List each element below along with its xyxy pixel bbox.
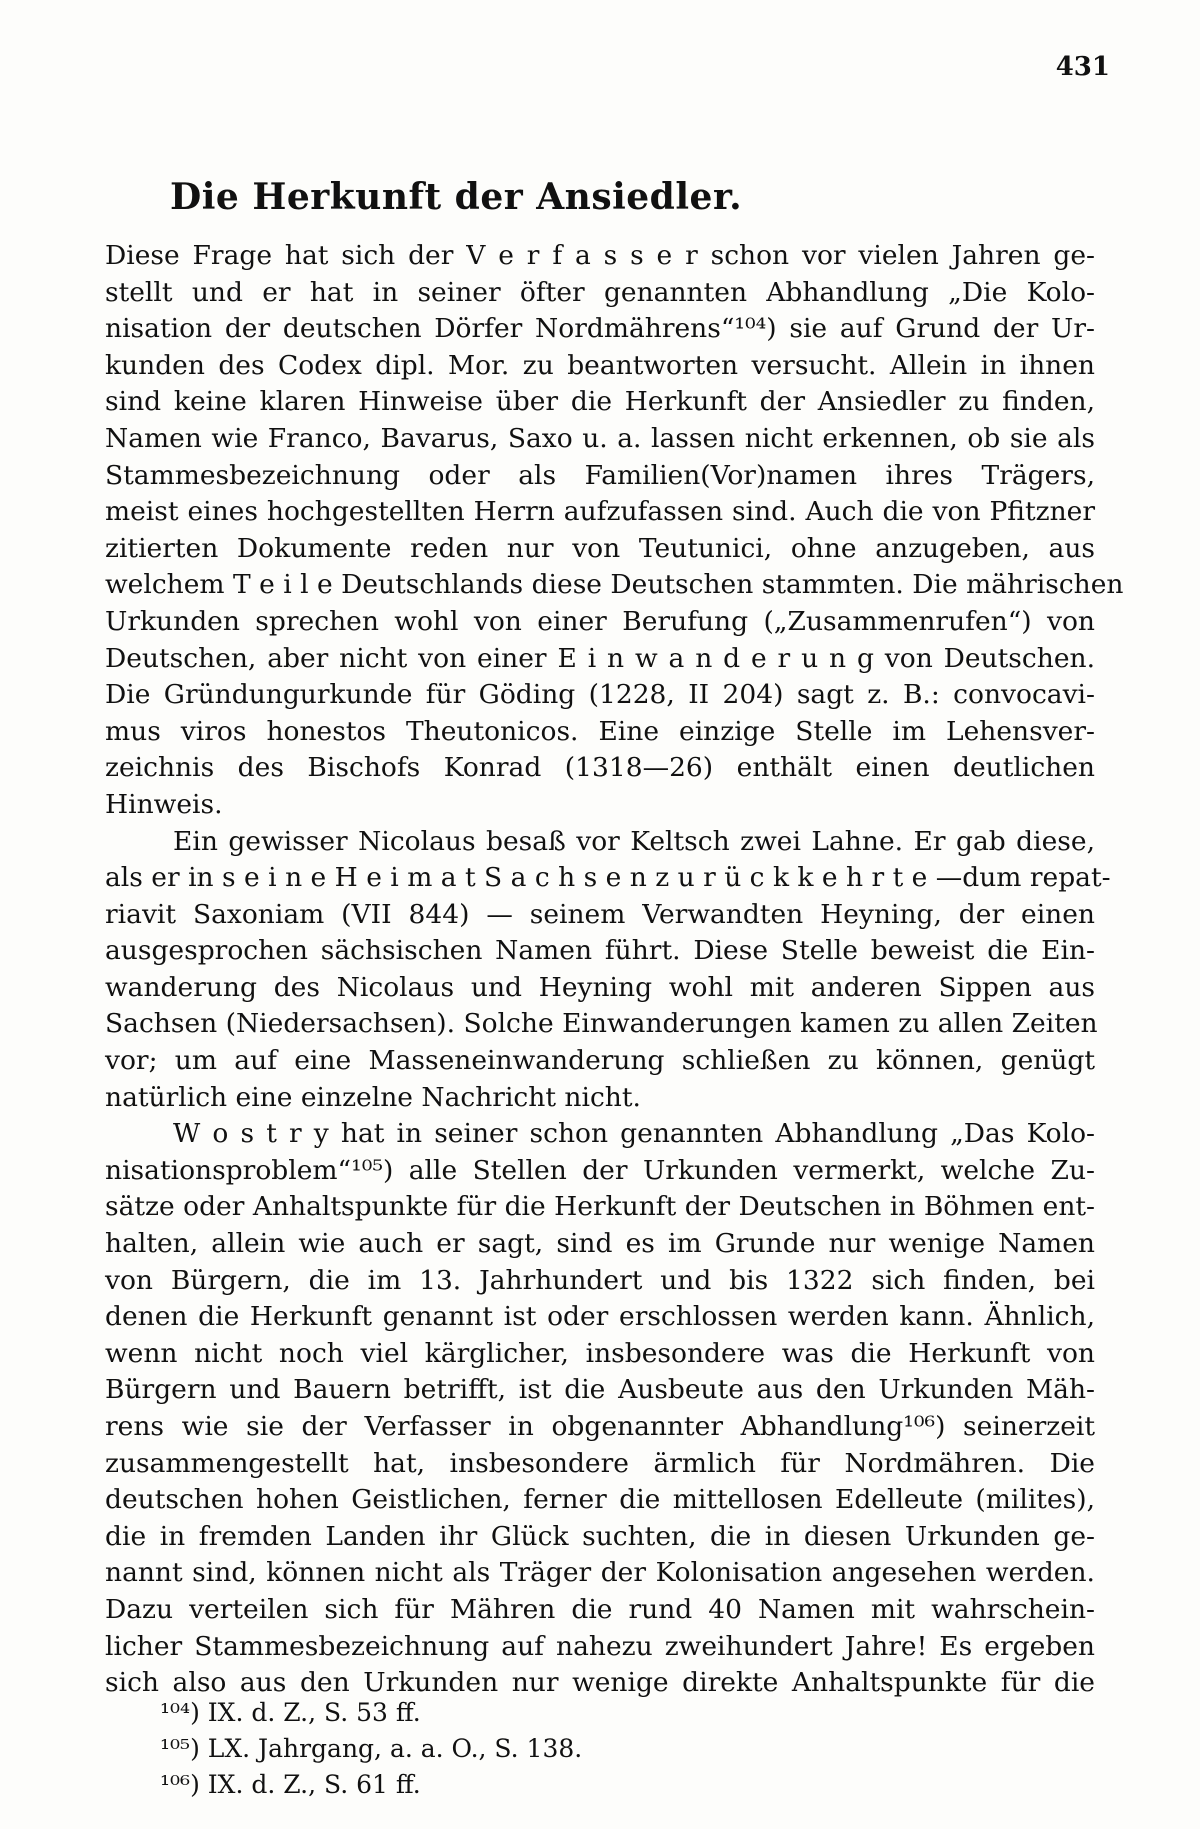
text-line: stellt und er hat in seiner öfter genannten Abhandlung „Die Kolo- [105, 276, 1095, 308]
text-line: Dazu verteilen sich für Mähren die rund 40 Namen mit wahrschein- [105, 1593, 1095, 1625]
text-line: nisation der deutschen Dörfer Nordmährens“¹⁰⁴) sie auf Grund der Ur- [105, 313, 1095, 345]
text-line: deutschen hohen Geistlichen, ferner die mittellosen Edelleute (milites), [105, 1484, 1095, 1516]
text-line: vor; um auf eine Masseneinwanderung schließen zu können, genügt [105, 1045, 1095, 1077]
text-line: wenn nicht noch viel kärglicher, insbesondere was die Herkunft von [105, 1337, 1095, 1369]
text-line: sich also aus den Urkunden nur wenige direkte Anhaltspunkte für die [105, 1667, 1095, 1699]
footnote-105: ¹⁰⁵) LX. Jahrgang, a. a. O., S. 138. [160, 1734, 583, 1763]
text-line: Deutschen, aber nicht von einer E i n w a n d e r u n g von Deutschen. [105, 642, 1095, 674]
text-line: nannt sind, können nicht als Träger der Kolonisation angesehen werden. [105, 1557, 1095, 1589]
text-line: die in fremden Landen ihr Glück suchten, die in diesen Urkunden ge- [105, 1520, 1095, 1552]
text-line: W o s t r y hat in seiner schon genannten Abhandlung „Das Kolo- [173, 1118, 1095, 1150]
text-line: zitierten Dokumente reden nur von Teutunici, ohne anzugeben, aus [105, 532, 1095, 564]
page-number: 431 [1055, 52, 1110, 82]
text-line: Namen wie Franco, Bavarus, Saxo u. a. lassen nicht erkennen, ob sie als [105, 422, 1095, 454]
footnotes [160, 1695, 860, 1803]
paragraph [105, 824, 1111, 1117]
text-line: welchem T e i l e Deutschlands diese Deutschen stammten. Die mährischen [105, 569, 1124, 601]
text-line: Bürgern und Bauern betrifft, ist die Ausbeute aus den Urkunden Mäh- [105, 1374, 1095, 1406]
footnote-106: ¹⁰⁶) IX. d. Z., S. 61 ff. [160, 1770, 421, 1799]
text-line: als er in s e i n e H e i m a t S a c h s e n z u r ü c k k e h r t e —dum repat- [105, 862, 1111, 894]
text-line: wanderung des Nicolaus und Heyning wohl mit anderen Sippen aus [105, 971, 1095, 1003]
text-line: nisationsproblem“¹⁰⁵) alle Stellen der Urkunden vermerkt, welche Zu- [105, 1154, 1095, 1186]
text-line: Sachsen (Niedersachsen). Solche Einwanderungen kamen zu allen Zeiten [105, 1008, 1098, 1040]
text-line: riavit Saxoniam (VII 844) — seinem Verwandten Heyning, der einen [105, 898, 1095, 930]
text-line: halten, allein wie auch er sagt, sind es im Grunde nur wenige Namen [105, 1228, 1095, 1260]
text-line: rens wie sie der Verfasser in obgenannter Abhandlung¹⁰⁶) seinerzeit [105, 1411, 1095, 1442]
text-line: sind keine klaren Hinweise über die Herkunft der Ansiedler zu finden, [105, 386, 1095, 418]
text-line: meist eines hochgestellten Herrn aufzufassen sind. Auch die von Pfitzner [105, 496, 1095, 528]
text-line: denen die Herkunft genannt ist oder erschlossen werden kann. Ähnlich, [105, 1301, 1095, 1333]
text-line: ausgesprochen sächsischen Namen führt. Diese Stelle beweist die Ein- [105, 935, 1095, 967]
text-line: Hinweis. [105, 788, 223, 820]
text-line: licher Stammesbezeichnung auf nahezu zweihundert Jahre! Es ergeben [105, 1630, 1095, 1662]
text-line: Urkunden sprechen wohl von einer Berufung („Zusammenrufen“) von [105, 605, 1095, 637]
text-line: Diese Frage hat sich der V e r f a s s e r schon vor vielen Jahren ge- [105, 240, 1095, 271]
text-line: sätze oder Anhaltspunkte für die Herkunft der Deutschen in Böhmen ent- [105, 1191, 1095, 1223]
paragraph [105, 238, 1124, 824]
text-line: von Bürgern, die im 13. Jahrhundert und bis 1322 sich finden, bei [105, 1264, 1095, 1296]
text-line: Stammesbezeichnung oder als Familien(Vor)namen ihres Trägers, [105, 459, 1095, 491]
body-text [105, 238, 1124, 1702]
text-line: zusammengestellt hat, insbesondere ärmlich für Nordmähren. Die [105, 1447, 1095, 1479]
section-heading: Die Herkunft der Ansiedler. [170, 176, 743, 218]
text-line: Ein gewisser Nicolaus besaß vor Keltsch zwei Lahne. Er gab diese, [173, 825, 1095, 857]
text-line: natürlich eine einzelne Nachricht nicht. [105, 1081, 641, 1113]
text-line: kunden des Codex dipl. Mor. zu beantworten versucht. Allein in ihnen [105, 349, 1095, 381]
text-line: mus viros honestos Theutonicos. Eine einzige Stelle im Lehensver- [105, 715, 1095, 747]
text-line: Die Gründungurkunde für Göding (1228, II 204) sagt z. B.: convocavi- [105, 679, 1095, 711]
text-line: zeichnis des Bischofs Konrad (1318—26) enthält einen deutlichen [105, 752, 1095, 784]
paragraph [105, 1116, 1095, 1702]
footnote-104: ¹⁰⁴) IX. d. Z., S. 53 ff. [160, 1698, 421, 1727]
